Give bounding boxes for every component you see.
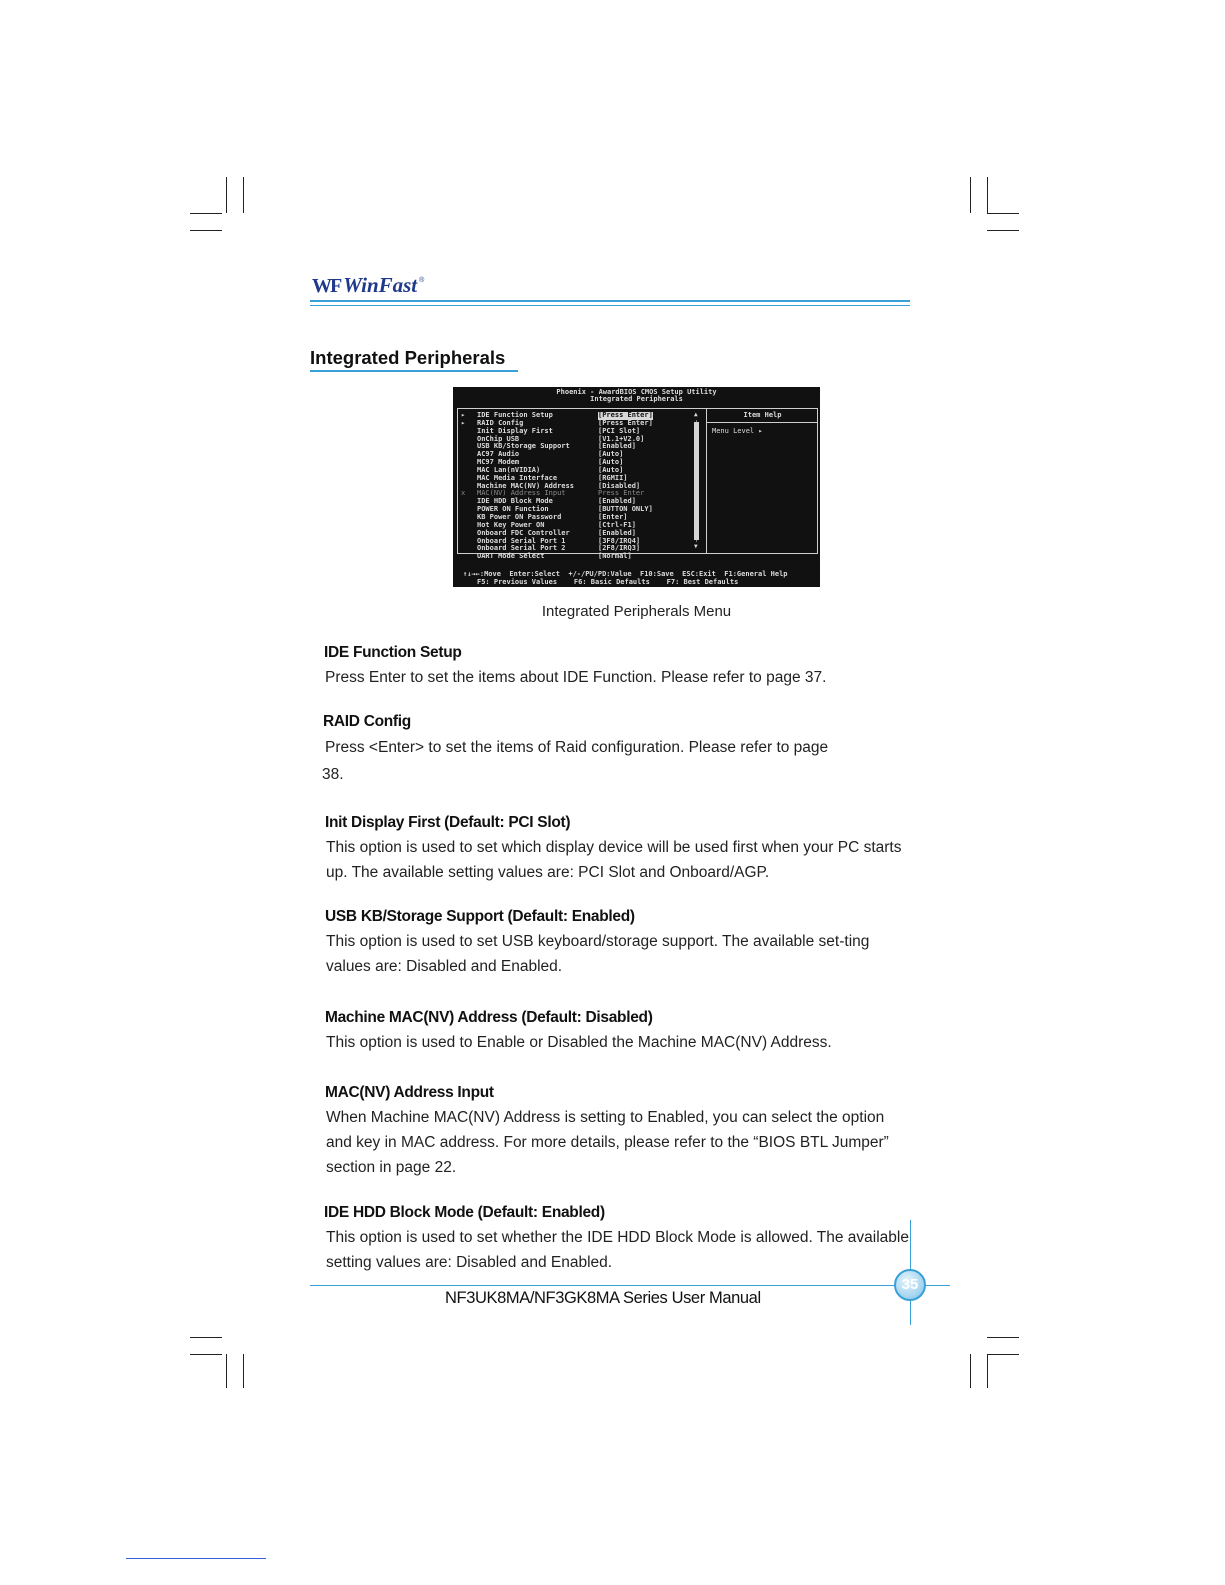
link-underline [126, 1558, 266, 1559]
bios-item-value: [Enabled] [598, 497, 636, 506]
bios-menu-row [461, 553, 693, 561]
logo-mark: WF [312, 275, 341, 297]
bios-item-value: [PCI Slot] [598, 426, 641, 435]
bios-item-name: USB KB/Storage Support [477, 442, 570, 451]
entry-body: This option is used to set USB keyboard/storage support. The available set-ting values are: Disabled and Enabled. [326, 933, 870, 975]
bios-item-value: [Normal] [598, 552, 632, 561]
bios-item-name: RAID Config [477, 418, 524, 427]
bios-item-name: OnChip USB [477, 434, 520, 443]
page-marker-line [925, 1285, 950, 1286]
bios-item-value: [RGMII] [598, 473, 628, 482]
bios-item-value: [Enabled] [598, 442, 636, 451]
submenu-arrow-icon: x [461, 489, 466, 498]
entry-heading: Init Display First (Default: PCI Slot) [325, 814, 571, 831]
bios-item-value: [Auto] [598, 465, 624, 474]
entry-body: When Machine MAC(NV) Address is setting to Enabled, you can select the option and key in MAC address. For more details, please refer to the “BIOS BTL Jumper” section in page 22. [326, 1109, 889, 1176]
entry-heading: USB KB/Storage Support (Default: Enabled) [325, 908, 635, 925]
bios-screenshot [453, 387, 820, 587]
item-help-body: Menu Level ▸ [712, 427, 763, 435]
scroll-up-icon: ▲ [694, 411, 698, 418]
entry-body: This option is used to Enable or Disabled the Machine MAC(NV) Address. [326, 1034, 832, 1051]
entry-body: This option is used to set which display device will be used first when your PC starts up. The available setting values are: PCI Slot and Onboard/AGP. [326, 839, 902, 881]
header-rule [310, 300, 910, 302]
bios-item-name: Hot Key Power ON [477, 520, 545, 529]
entry-body: This option is used to set whether the IDE HDD Block Mode is allowed. The available setting values are: Disabled and Enabled. [326, 1229, 909, 1271]
scroll-thumb [694, 422, 699, 540]
bios-key-legend-1: ↑↓→←:Move Enter:Select +/-/PU/PD:Value F10:Save ESC:Exit F1:General Help [463, 570, 788, 578]
bios-item-value: [Auto] [598, 450, 624, 459]
entry-heading: MAC(NV) Address Input [325, 1084, 494, 1101]
bios-item-name: MAC(NV) Address Input [477, 489, 566, 498]
bios-item-value: [Disabled] [598, 481, 641, 490]
bios-item-name: Onboard Serial Port 1 [477, 536, 566, 545]
bios-item-name: Onboard FDC Controller [477, 528, 570, 537]
submenu-arrow-icon: ▸ [461, 411, 466, 419]
figure-caption: Integrated Peripherals Menu [541, 603, 732, 620]
bios-item-name: Machine MAC(NV) Address [477, 481, 574, 490]
bios-item-name: AC97 Audio [477, 450, 520, 459]
bios-item-list [461, 412, 693, 561]
entry-heading: IDE Function Setup [324, 644, 462, 661]
bios-item-name: MAC Lan(nVIDIA) [477, 465, 541, 474]
logo-text: WinFast [343, 273, 418, 297]
bios-item-name: UART Mode Select [477, 552, 545, 561]
section-title: Integrated Peripherals [310, 347, 506, 368]
scroll-down-icon: ▼ [694, 543, 698, 550]
bios-item-name: Onboard Serial Port 2 [477, 544, 566, 553]
entry-heading: IDE HDD Block Mode (Default: Enabled) [324, 1204, 605, 1221]
entry-heading: RAID Config [323, 713, 411, 730]
bios-item-name: MC97 Modem [477, 458, 520, 467]
page-number: 35 [894, 1269, 926, 1301]
bios-item-value: [BUTTON ONLY] [598, 505, 653, 514]
entry-body: Press <Enter> to set the items of Raid configuration. Please refer to page [325, 739, 829, 756]
bios-item-value: [Ctrl-F1] [598, 520, 636, 529]
bios-item-value: [V1.1+V2.0] [598, 434, 645, 443]
header-rule-thin [310, 305, 910, 306]
submenu-arrow-icon: ▸ [461, 418, 466, 427]
bios-item-value: [2F8/IRQ3] [598, 544, 641, 553]
bios-divider [706, 408, 707, 554]
bios-item-value: [Press Enter] [598, 411, 653, 419]
bios-item-name: KB Power ON Password [477, 512, 562, 521]
bios-subtitle: Integrated Peripherals [590, 395, 683, 403]
item-help-title: Item Help [743, 411, 782, 419]
bios-item-value: [Enter] [598, 512, 628, 521]
item-help-rule [707, 422, 818, 423]
bios-item-value: Press Enter [598, 489, 645, 498]
bios-item-name: IDE HDD Block Mode [477, 497, 553, 506]
logo-registered-mark: ® [419, 277, 425, 284]
bios-item-name: MAC Media Interface [477, 473, 558, 482]
bios-item-value: [3F8/IRQ4] [598, 536, 641, 545]
bios-item-value: [Enabled] [598, 528, 636, 537]
bios-item-value: [Auto] [598, 458, 624, 467]
bios-item-name: IDE Function Setup [477, 411, 553, 419]
bios-key-legend-2: F5: Previous Values F6: Basic Defaults F7: Best Defaults [477, 578, 739, 586]
bios-scrollbar [694, 412, 699, 550]
manual-title: NF3UK8MA/NF3GK8MA Series User Manual [445, 1289, 761, 1307]
bios-title: Phoenix - AwardBIOS CMOS Setup Utility [556, 388, 717, 396]
section-title-underline [310, 370, 518, 372]
footer-rule [310, 1285, 895, 1286]
entry-body: 38. [322, 766, 344, 783]
brand-logo [312, 274, 424, 298]
entry-heading: Machine MAC(NV) Address (Default: Disabled) [325, 1009, 653, 1026]
entry-body: Press Enter to set the items about IDE Function. Please refer to page 37. [325, 669, 827, 686]
bios-item-name: Init Display First [477, 426, 553, 435]
bios-item-value: [Press Enter] [598, 418, 653, 427]
bios-item-name: POWER ON Function [477, 505, 549, 514]
